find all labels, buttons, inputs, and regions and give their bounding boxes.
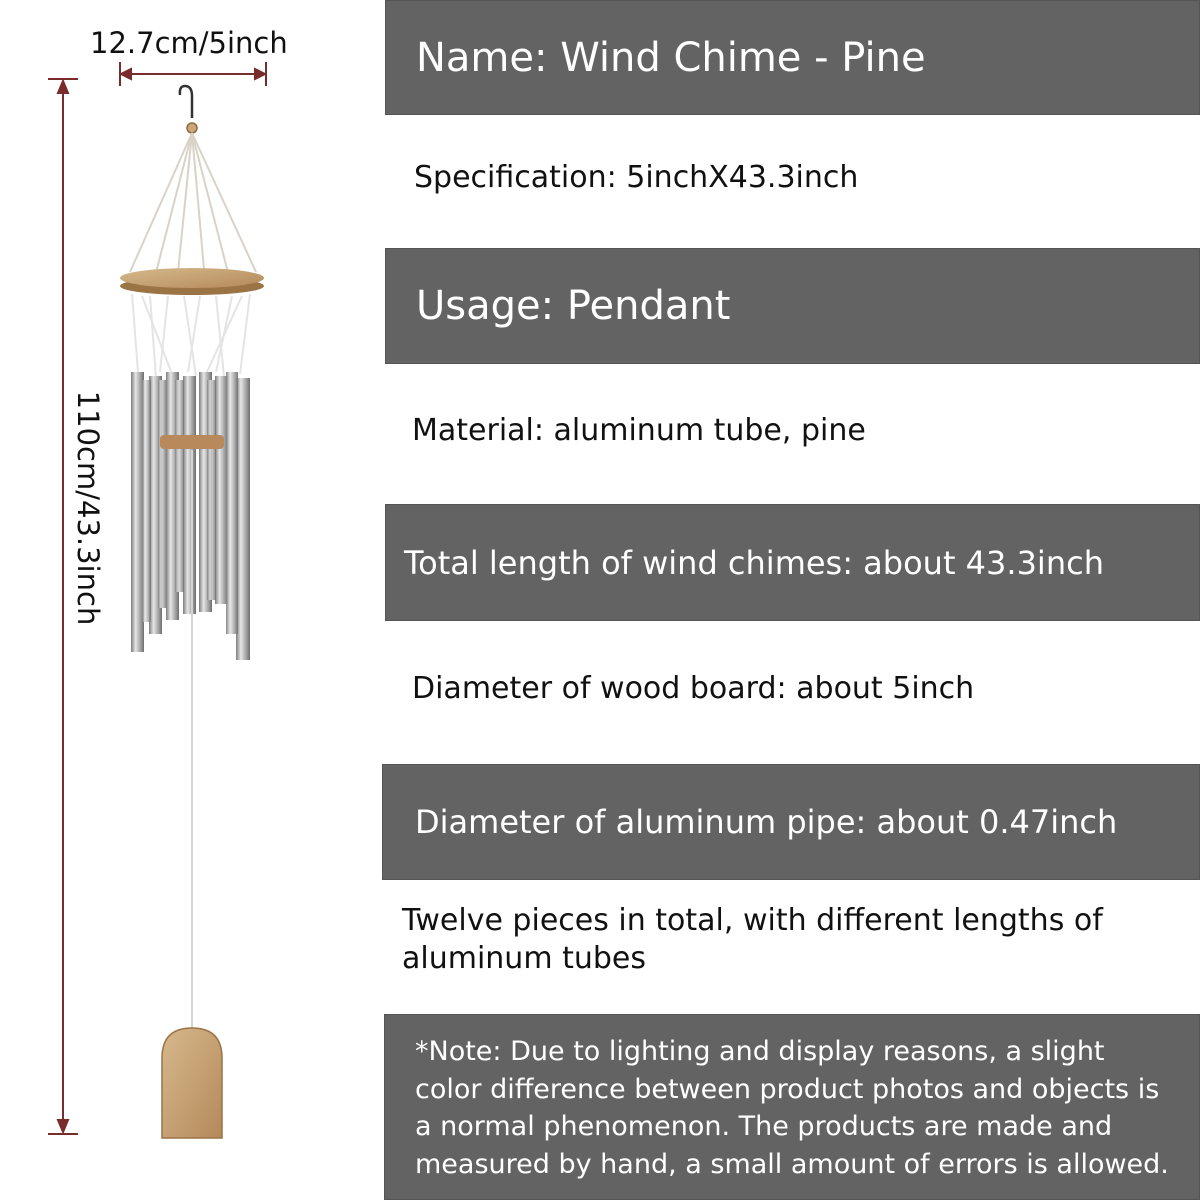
hook-icon — [180, 86, 197, 133]
note-panel — [384, 1014, 1200, 1200]
usage-text: Usage: Pendant — [416, 283, 731, 329]
total-length-panel — [385, 504, 1200, 621]
name-text: Name: Wind Chime - Pine — [416, 34, 926, 81]
specification-text: Specification: 5inchX43.3inch — [414, 160, 859, 195]
wood-board — [120, 268, 264, 295]
note-text: *Note: Due to lighting and display reasons, a slight color difference between product photos and objects is a normal phenomenon. The products are made and measured by hand, a small amount of errors is allowed. — [415, 1036, 1169, 1180]
tube-strings — [132, 294, 250, 378]
pipe-diameter-text: Diameter of aluminum pipe: about 0.47inch — [415, 803, 1118, 841]
name-panel — [385, 0, 1200, 115]
usage-panel — [385, 248, 1200, 364]
board-diameter-text: Diameter of wood board: about 5inch — [412, 671, 975, 706]
material-text: Material: aluminum tube, pine — [412, 413, 866, 448]
height-dimension-label: 110cm/43.3inch — [71, 390, 105, 626]
pieces-text: Twelve pieces in total, with different lengths of aluminum tubes — [402, 903, 1103, 976]
wind-sail — [162, 1028, 222, 1138]
width-dimension-label: 12.7cm/5inch — [90, 26, 288, 60]
pipe-diameter-panel — [382, 764, 1200, 880]
width-dimension-line — [120, 62, 266, 86]
wind-chime-illustration — [0, 0, 380, 1200]
total-length-text: Total length of wind chimes: about 43.3inch — [404, 543, 1104, 582]
aluminum-tubes — [131, 372, 250, 660]
wood-striker — [160, 435, 224, 449]
